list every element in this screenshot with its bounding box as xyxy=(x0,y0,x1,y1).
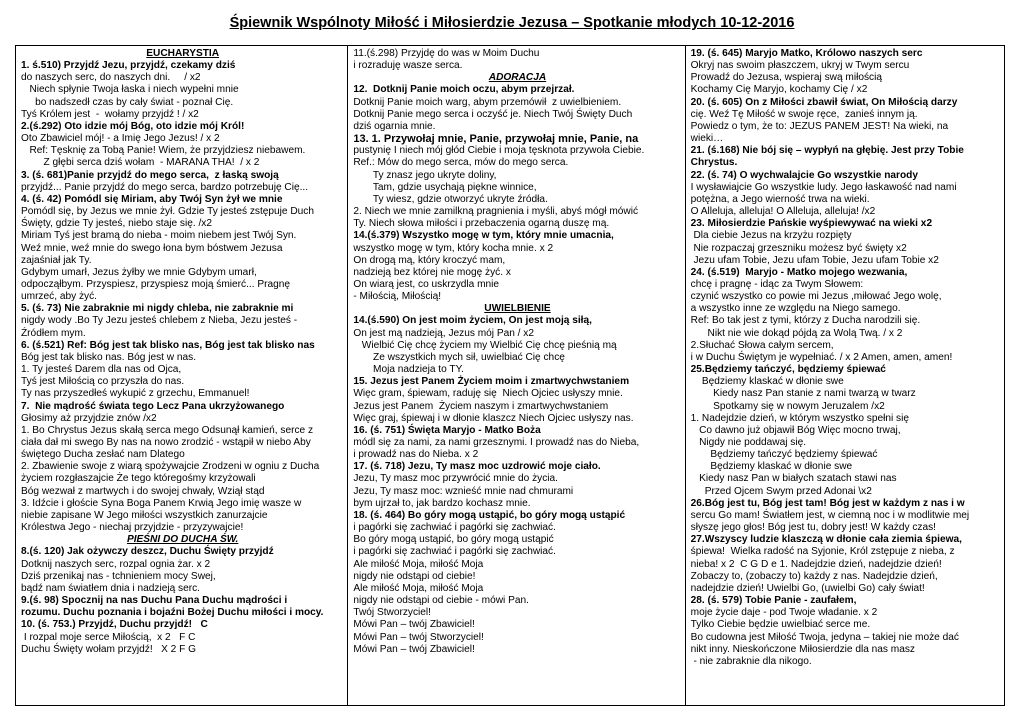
lyric-line: 1. Bo Chrystus Jezus skałą serca mego Odsunął kamień, serce z xyxy=(21,424,314,436)
lyric-line: Tam, gdzie usychają piękne winnice, xyxy=(353,181,537,193)
lyric-line: Dotknij naszych serc, rozpal ognia żar. x 2 xyxy=(21,558,211,570)
song-heading: 27.Wszyscy ludzie klaszczą w dłonie cała ziemia śpiewa, xyxy=(690,534,962,546)
lyric-line: Mówi Pan – twój Stworzyciel! xyxy=(353,631,484,643)
lyric-line: 2. Niech we mnie zamilkną pragnienia i myśli, abyś mógł mówić xyxy=(353,206,639,218)
lyric-line: Zobaczy to, (zobaczy to) każdy z nas. Nadejdzie dzień, xyxy=(690,570,938,582)
lyric-line: Bo góry mogą ustąpić, bo góry mogą ustąpić xyxy=(353,534,554,546)
lyric-line: i prowadź nas do Nieba. x 2 xyxy=(353,449,479,461)
song-heading: 24. (ś.519) Maryjo - Matko mojego wezwania, xyxy=(690,266,908,278)
lyric-line: Ale miłość Moja, miłość Moja xyxy=(353,558,484,570)
lyric-line: cię. Weź Tę Miłość w swoje ręce, zanieś innym ją. xyxy=(690,108,918,120)
section-heading: PIEŚNI DO DUCHA ŚW. xyxy=(126,534,239,546)
lyric-line: Dotknij Panie moich warg, abym przemówił z uwielbieniem. xyxy=(353,96,622,108)
lyric-line: - Miłością, Miłością! xyxy=(353,291,442,303)
song-heading: 15. Jezus jest Panem Życiem moim i zmartwychwstaniem xyxy=(353,376,630,388)
lyric-line: On jest mą nadzieją, Jezus mój Pan / x2 xyxy=(353,327,534,339)
lyric-line: Ty. Niech słowa miłości i przebaczenia ogarną duszę mą. xyxy=(353,218,610,230)
lyric-line: Z głębi serca dziś wołam - MARANA THA! / x 2 xyxy=(21,157,260,169)
song-heading: 28. (ś. 579) Tobie Panie - zaufałem, xyxy=(690,595,857,607)
lyric-line: i rozraduję wasze serca. xyxy=(353,60,463,72)
lyric-line: Twój Stworzyciel! xyxy=(353,607,431,619)
lyric-line: czynić wszystko co powie mi Jezus ,miłować Jego wolę, xyxy=(690,291,942,303)
song-heading: 13. 1. Przywołaj mnie, Panie, przywołaj mnie, Panie, na xyxy=(353,133,639,146)
lyric-line: świętego Ducha zesłać nam Dlatego xyxy=(21,449,185,461)
lyric-line: Kiedy nasz Pan stanie z nami twarzą w twarz xyxy=(690,388,916,400)
lyric-line: Ze wszystkich mych sił, uwielbiać Cię chcę xyxy=(353,351,565,363)
song-heading: rozumu. Duchu poznania i bojaźni Bożej Duchu miłości i mocy. xyxy=(21,607,324,619)
lyric-line: Nigdy nie poddawaj się. xyxy=(690,437,807,448)
lyric-line: bo nadszedł czas by cały świat - poznał Cię. xyxy=(21,96,234,108)
lyric-line: Ref: Tęsknię za Tobą Panie! Wiem, że przyjdziesz niebawem. xyxy=(21,145,306,157)
song-heading: 9.(ś. 98) Spocznij na nas Duchu Pana Duchu mądrości i xyxy=(21,595,288,607)
song-heading: 6. (ś.521) Ref: Bóg jest tak blisko nas, Bóg jest tak blisko nas xyxy=(21,339,315,351)
lyric-line: ciała dał mi swego By nas na nowo zrodzić - wstąpił w niebo Aby xyxy=(21,437,311,448)
lyric-line: śpiewa! Wielka radość na Syjonie, Król zstępuje z nieba, z xyxy=(690,546,955,558)
lyric-line: Będziemy klaskać w dłonie swe xyxy=(690,461,853,473)
lyric-line: Więc graj, śpiewaj i w dłonie klaszcz Niech Ojciec usłyszy nas. xyxy=(353,412,634,424)
lyric-line: Nikt nie wie dokąd pójdą za Wolą Twą. / x 2 xyxy=(690,327,903,339)
song-heading: 10. (ś. 753.) Przyjdź, Duchu przyjdź! C xyxy=(21,619,208,631)
lyric-line: nigdy wody .Bo Ty Jezu jesteś chlebem z Nieba, Jezu jesteś - xyxy=(21,315,298,327)
lyric-line: Kochamy Cię Maryjo, kochamy Cię / x2 xyxy=(690,84,868,96)
lyric-line: On wiarą jest, co uskrzydla mnie xyxy=(353,278,500,290)
lyric-line: Moja nadzieja to TY. xyxy=(353,364,464,376)
song-heading: 8.(ś. 120) Jak ożywczy deszcz, Duchu Święty przyjdź xyxy=(21,546,274,558)
lyric-line: Bóg wezwał z martwych i do swojej chwały, Wziął stąd xyxy=(21,485,265,497)
song-heading: 23. Miłosierdzie Pańskie wyśpiewywać na wieki x2 xyxy=(690,218,933,230)
lyric-line: Nie rozpaczaj grzeszniku możesz być święty x2 xyxy=(690,242,907,254)
lyric-line: Tyś Królem jest - wołamy przyjdź ! / x2 xyxy=(21,108,199,120)
lyric-line: Co dawno już objawił Bóg Więc mocno trwaj, xyxy=(690,424,901,436)
song-heading: 16. (ś. 751) Święta Maryjo - Matko Boża xyxy=(353,424,541,436)
lyric-line: Tylko Ciebie będzie uwielbiać serce me. xyxy=(690,619,871,631)
lyric-line: 3. Idźcie i głoście Syna Boga Panem Krwią Jego imię wasze w xyxy=(21,497,302,509)
lyric-line: 1. Nadejdzie dzień, w którym wszystko spełni się xyxy=(690,412,909,424)
song-heading: 26.Bóg jest tu, Bóg jest tam! Bóg jest w każdym z nas i w xyxy=(690,497,965,509)
lyric-line: Dla ciebie Jezus na krzyżu rozpięty xyxy=(690,230,852,242)
lyric-line: Mówi Pan – twój Zbawiciel! xyxy=(353,619,475,631)
lyric-line: Dziś przenikaj nas - tchnieniem mocy Swej, xyxy=(21,570,216,582)
lyric-line: wszystko mogę w tym, który kocha mnie. x 2 xyxy=(353,242,554,254)
lyric-line: Ty nas przyszedłeś wykupić z grzechu, Emmanuel! xyxy=(21,388,250,400)
song-heading: 5. (ś. 73) Nie zabraknie mi nigdy chleba, nie zabraknie mi xyxy=(21,303,294,315)
lyric-line: Weź mnie, weź mnie do swego łona bym bóstwem Jezusa xyxy=(21,242,283,254)
lyric-line: Pomódl się, by Jezus we mnie żył. Gdzie Ty jesteś zstępuje Duch xyxy=(21,206,315,218)
lyric-line: dziś ogarnia mnie. xyxy=(353,120,436,132)
lyric-line: Ty znasz jego ukryte doliny, xyxy=(353,169,497,181)
song-heading: 25.Będziemy tańczyć, będziemy śpiewać xyxy=(690,364,886,376)
lyric-line: zajaśniał jak Ty. xyxy=(21,254,92,266)
lyric-line: i pagórki się zachwiać i pagórki się zachwiać. xyxy=(353,546,556,558)
lyric-line: nadejdzie dzień! Uwielbi Go, (uwielbi Go) cały świat! xyxy=(690,582,925,594)
song-heading: 1. ś.510) Przyjdź Jezu, przyjdź, czekamy dziś xyxy=(21,60,236,72)
lyric-line: Jezu, Ty masz moc przywrócić mnie do życia. xyxy=(353,473,558,485)
lyric-line: chcę i pragnę - idąc za Twym Słowem: xyxy=(690,278,864,290)
lyric-line: Będziemy tańczyć będziemy śpiewać xyxy=(690,449,878,461)
column-left xyxy=(16,46,347,705)
lyric-line: Duchu Święty wołam przyjdź! X 2 F G xyxy=(21,643,196,655)
lyric-line: Ale miłość Moja, miłość Moja xyxy=(353,582,484,594)
lyric-line: Ty wiesz, gdzie otworzyć ukryte źródła. xyxy=(353,193,548,205)
song-heading: 2.(ś.292) Oto idzie mój Bóg, oto idzie mój Król! xyxy=(21,120,245,132)
lyric-line: 2. Zbawienie swoje z wiarą spożywajcie Zrodzeni w ogniu z Ducha xyxy=(21,461,320,473)
lyric-line: umrzeć, aby żyć. xyxy=(21,291,97,303)
lyric-line: 11.(ś.298) Przyjdę do was w Moim Duchu xyxy=(353,48,540,59)
column-right xyxy=(685,46,1004,705)
lyric-line: życiem rozgłaszajcie Że tego któregośmy krzyżowali xyxy=(21,473,256,485)
lyric-line: nadzieją bez której nie mogę żyć. x xyxy=(353,266,511,278)
lyric-line: Mówi Pan – twój Zbawiciel! xyxy=(353,643,475,655)
lyric-line: Bo cudowna jest Miłość Twoja, jedyna – takiej nie może dać xyxy=(690,631,959,643)
lyric-line: Przed Ojcem Swym przed Adonai \x2 xyxy=(690,485,872,497)
song-heading: 4. (ś. 42) Pomódl się Miriam, aby Twój Syn żył we mnie xyxy=(21,193,283,205)
lyric-line: O Alleluja, alleluja! O Alleluja, alleluja! /x2 xyxy=(690,206,876,218)
lyric-line: Źródłem mym. xyxy=(21,327,86,339)
song-heading: Chrystus. xyxy=(690,157,738,169)
lyric-line: i w Duchu Świętym je wypełniać. / x 2 Amen, amen, amen! xyxy=(690,351,953,363)
lyric-line: Jezu, Ty masz moc: wznieść mnie nad chmurami xyxy=(353,485,574,497)
song-heading: 20. (ś. 605) On z Miłości zbawił świat, On Miłością darzy xyxy=(690,96,958,108)
lyric-line: Bóg jest tak blisko nas. Bóg jest w nas. xyxy=(21,351,197,363)
lyric-line: Kiedy nasz Pan w białych szatach stawi nas xyxy=(690,473,897,485)
lyric-line: moje życie daje - pod Twoje władanie. x 2 xyxy=(690,607,878,619)
song-heading: 14.(ś.379) Wszystko mogę w tym, który mnie umacnia, xyxy=(353,230,614,242)
section-heading: ADORACJA xyxy=(488,72,547,84)
lyric-line: nikt inny. Nieskończone Miłosierdzie dla nas masz xyxy=(690,643,915,655)
lyric-line: Ref.: Mów do mego serca, mów do mego serca. xyxy=(353,157,569,169)
lyric-line: Okryj nas swoim płaszczem, ukryj w Twym sercu xyxy=(690,60,910,72)
lyric-line: 1. Ty jesteś Darem dla nas od Ojca, xyxy=(21,364,182,376)
section-heading: EUCHARYSTIA xyxy=(146,48,220,59)
lyric-line: 2.Słuchać Słowa całym sercem, xyxy=(690,339,834,351)
song-heading: 17. (ś. 718) Jezu, Ty masz moc uzdrowić moje ciało. xyxy=(353,461,601,473)
lyric-line: bądź nam światłem dnia i nadzieją serc. xyxy=(21,582,200,594)
lyric-line: i pagórki się zachwiać i pagórki się zachwiać. xyxy=(353,522,556,534)
lyric-line: Głosimy aż przyjdzie znów /x2 xyxy=(21,412,157,424)
lyric-line: nigdy nie odstąpi od ciebie - mówi Pan. xyxy=(353,595,529,607)
section-heading: UWIELBIENIE xyxy=(484,303,551,315)
lyric-line: Ref: Bo tak jest z tymi, którzy z Ducha narodzili się. xyxy=(690,315,921,327)
lyric-line: Niech spłynie Twoja łaska i niech wypełni mnie xyxy=(21,84,239,96)
songbook-sheet xyxy=(15,45,1005,706)
song-heading: 14.(ś.590) On jest moim życiem, On jest moją siłą, xyxy=(353,315,592,327)
lyric-line: odpocząłbym. Przyspiesz, przyspiesz moją śmierć... Pragnę xyxy=(21,278,290,290)
lyric-line: Będziemy klaskać w dłonie swe xyxy=(690,376,844,388)
column-middle xyxy=(347,46,684,705)
song-heading: 19. (ś. 645) Maryjo Matko, Królowo naszych serc xyxy=(690,48,923,59)
lyric-line: Spotkamy się w nowym Jeruzalem /x2 xyxy=(690,400,885,412)
lyric-line: Prowadź do Jezusa, wspieraj swą miłością xyxy=(690,72,882,84)
lyric-line: do naszych serc, do naszych dni. / x2 xyxy=(21,72,201,84)
lyric-line: Dotknij Panie mego serca i oczyść je. Niech Twój Święty Duch xyxy=(353,108,633,120)
lyric-line: bym ujrzał to, jak bardzo kochasz mnie. xyxy=(353,497,531,509)
lyric-line: Gdybym umarł, Jezus żyłby we mnie Gdybym umarł, xyxy=(21,266,257,278)
lyric-line: niebie zapisane W Jego miłości wszystkich zanurzajcie xyxy=(21,509,268,521)
song-heading: 12. Dotknij Panie moich oczu, abym przejrzał. xyxy=(353,84,575,96)
song-heading: 3. (ś. 681)Panie przyjdź do mego serca, z łaską swoją xyxy=(21,169,279,181)
lyric-line: potężna, a Jego wierność trwa na wieki. xyxy=(690,193,870,205)
lyric-line: Miriam Tyś jest bramą do nieba - moim niebem jest Twój Syn. xyxy=(21,230,297,242)
page-title: Śpiewnik Wspólnoty Miłość i Miłosierdzie Jezusa – Spotkanie młodych 10-12-2016 xyxy=(229,15,795,31)
lyric-line: pustynię I niech mój głód Ciebie i moja tęsknota przywoła Ciebie. xyxy=(353,145,645,157)
lyric-line: Jezu ufam Tobie, Jezu ufam Tobie, Jezu ufam Tobie x2 xyxy=(690,254,939,266)
lyric-line: I rozpal moje serce Miłością, x 2 F C xyxy=(21,631,196,643)
song-heading: 18. (ś. 464) Bo góry mogą ustąpić, bo góry mogą ustąpić xyxy=(353,509,626,521)
lyric-line: Tyś jest Miłością co przyszła do nas. xyxy=(21,376,185,388)
lyric-line: Oto Zbawiciel mój! - a Imię Jego Jezus! / x 2 xyxy=(21,133,220,145)
song-heading: 21. (ś.168) Nie bój się – wypłyń na głębię. Jest przy Tobie xyxy=(690,145,964,157)
lyric-line: przyjdź... Panie przyjdź do mego serca, bardzo potrzebuję Cię... xyxy=(21,181,309,193)
lyric-line: On drogą mą, który kroczyć mam, xyxy=(353,254,506,266)
lyric-line: Święty, gdzie Ty jesteś, niebo staje się. /x2 xyxy=(21,218,212,230)
lyric-line: Jezus jest Panem Życiem naszym i zmartwychwstaniem xyxy=(353,400,609,412)
lyric-line: wieki… xyxy=(690,133,724,145)
lyric-line: I wysławiajcie Go wszystkie ludy. Jego łaskawość nad nami xyxy=(690,181,957,193)
lyric-line: nigdy nie odstąpi od ciebie! xyxy=(353,570,476,582)
lyric-line: nieba! x 2 C G D e 1. Nadejdzie dzień, nadejdzie dzień! xyxy=(690,558,942,570)
lyric-line: Wielbić Cię chcę życiem my Wielbić Cię chcę pieśnią mą xyxy=(353,339,617,351)
lyric-line: sercu Go mam! Światłem jest, w ciemną noc i w modlitwie mej xyxy=(690,509,970,521)
lyric-line: módl się za nami, za nami grzesznymi. I prowadź nas do Nieba, xyxy=(353,437,640,448)
lyric-line: Królestwa Jego - niechaj przyjdzie - przyzywajcie! xyxy=(21,522,244,534)
lyric-line: - nie zabraknie dla nikogo. xyxy=(690,655,812,667)
lyric-line: słyszę jego głos! Bóg jest tu, dobry jest! W każdy czas! xyxy=(690,522,936,534)
lyric-line: Więc gram, śpiewam, raduję się Niech Ojciec usłyszy mnie. xyxy=(353,388,623,400)
song-heading: 22. (ś. 74) O wychwalajcie Go wszystkie narody xyxy=(690,169,918,181)
song-heading: 7. Nie mądrość świata tego Lecz Pana ukrzyżowanego xyxy=(21,400,285,412)
lyric-line: a wszystko inne ze względu na Niego samego. xyxy=(690,303,901,315)
lyric-line: Powiedz o tym, że to: JEZUS PANEM JEST! Na wieki, na xyxy=(690,120,949,132)
